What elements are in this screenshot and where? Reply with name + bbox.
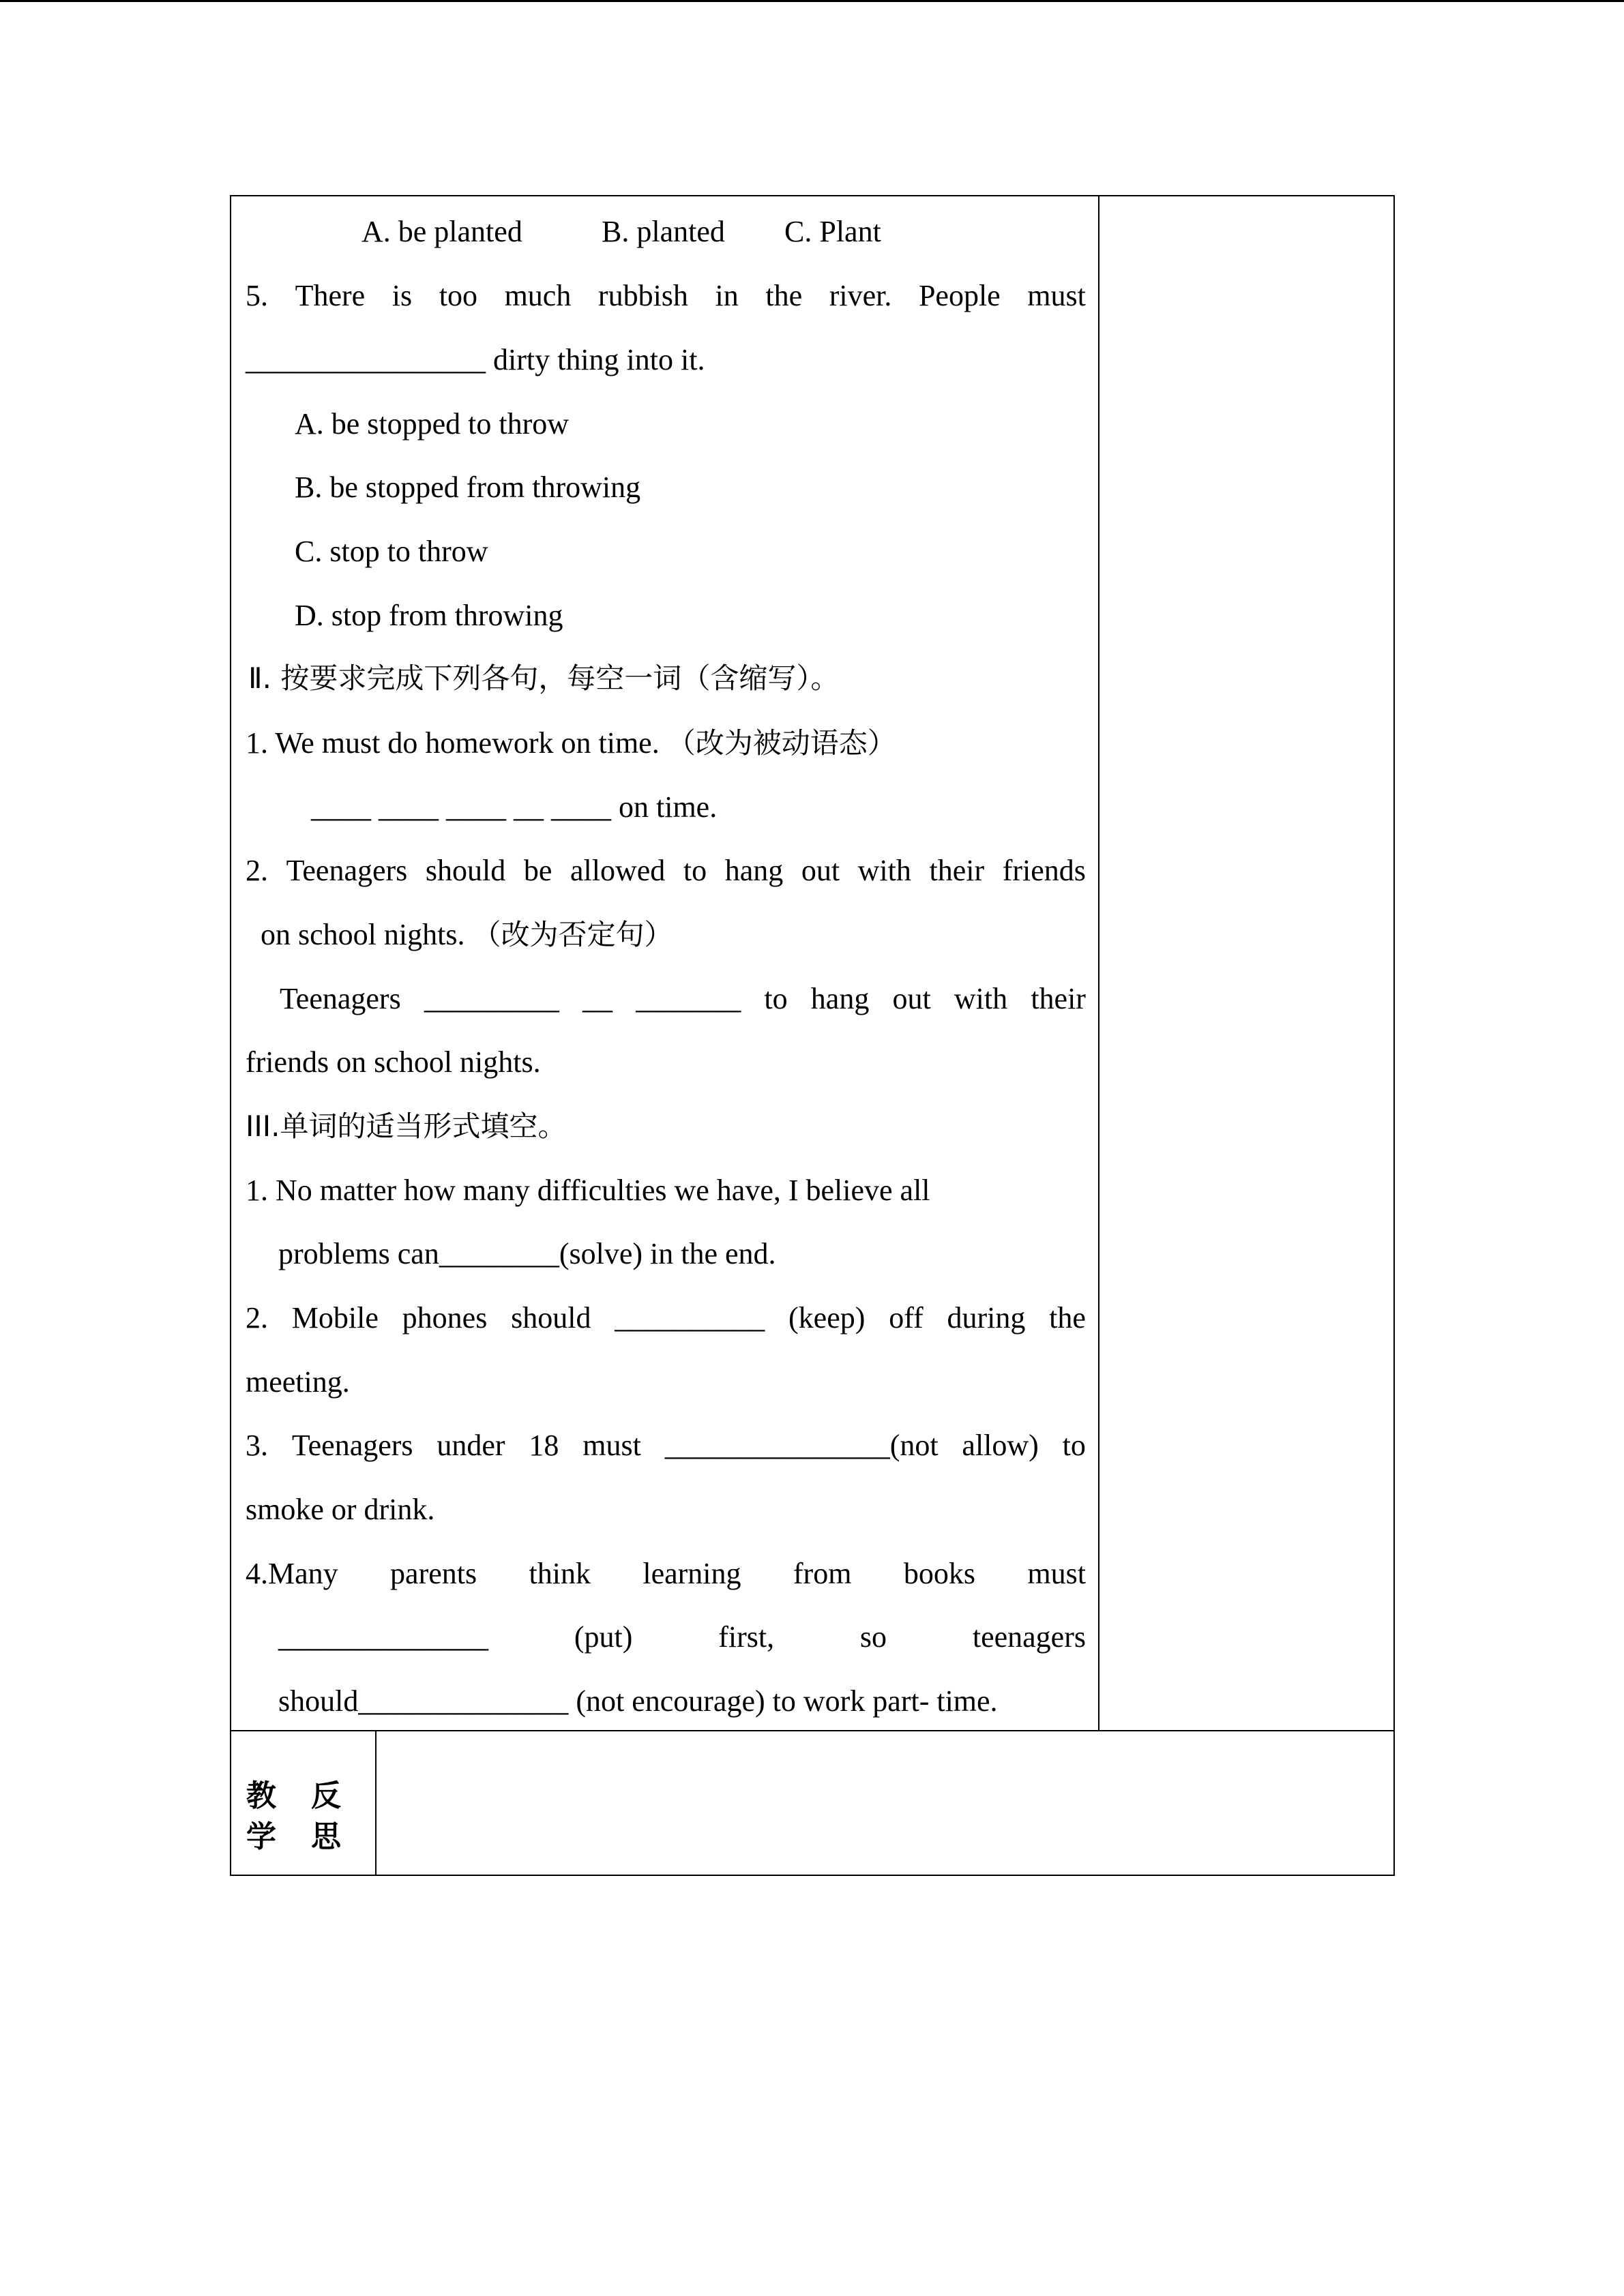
s3-q3-line2: smoke or drink.: [246, 1493, 435, 1526]
word: out: [892, 982, 931, 1015]
side-column-divider: [1098, 195, 1099, 1731]
word: 5.: [246, 279, 268, 312]
word: to: [1062, 1429, 1086, 1462]
word: friends: [1002, 854, 1086, 887]
word: should: [425, 854, 506, 887]
word: out: [801, 854, 840, 887]
word: must: [582, 1429, 641, 1462]
q4-option-c: C. Plant: [784, 215, 881, 248]
word: books: [903, 1557, 975, 1590]
word: _________: [424, 982, 559, 1015]
s2-q1-text: 1. We must do homework on time.: [246, 726, 660, 760]
word: __: [582, 982, 613, 1015]
q5-stem-line2: ________________ dirty thing into it.: [246, 343, 705, 376]
word: must: [1027, 279, 1086, 312]
q5-stem-line1: [246, 281, 1086, 311]
q5-option-c: C. stop to throw: [295, 535, 488, 568]
word: ______________: [278, 1620, 488, 1654]
s3-q3-line1: [246, 1431, 1086, 1461]
word: their: [1031, 982, 1086, 1015]
q4-option-a: A. be planted: [361, 215, 522, 248]
word: allow): [962, 1429, 1039, 1462]
section-3-heading: [246, 1109, 567, 1143]
word: their: [929, 854, 985, 887]
s2-q2-answer-line: [280, 984, 1086, 1014]
word: much: [504, 279, 572, 312]
word: off: [889, 1301, 924, 1335]
s2-q2-line1: [246, 856, 1086, 886]
q4-option-b: B. planted: [602, 215, 725, 248]
word: under: [437, 1429, 505, 1462]
word: _______: [636, 982, 741, 1015]
word: to: [683, 854, 707, 887]
word: __________: [615, 1301, 765, 1335]
word: think: [529, 1557, 591, 1590]
s3-q4-line3: should______________ (not encourage) to work part- time.: [278, 1684, 998, 1718]
word: during: [947, 1301, 1026, 1335]
s3-q1-line2: problems can________(solve) in the end.: [278, 1237, 776, 1270]
teaching-reflection-entry[interactable]: [378, 1733, 1393, 1874]
word: teenagers: [972, 1620, 1086, 1654]
word: Teenagers: [291, 1429, 413, 1462]
s3-q4-line2: [278, 1622, 1086, 1652]
word: (keep): [788, 1301, 866, 1335]
q5-option-d: D. stop from throwing: [295, 599, 563, 632]
word: be: [523, 854, 552, 887]
q5-option-a: A. be stopped to throw: [295, 407, 570, 441]
word: allowed: [570, 854, 666, 887]
word: from: [793, 1557, 852, 1590]
word: There: [295, 279, 366, 312]
word: 18: [529, 1429, 559, 1462]
section-3-heading-text: III.单词的适当形式填空。: [246, 1109, 567, 1143]
word: the: [1049, 1301, 1086, 1335]
word: river.: [829, 279, 892, 312]
s2-q1-answer-line: ____ ____ ____ __ ____ on time.: [311, 790, 718, 824]
word: first,: [718, 1620, 775, 1654]
s2-q2-line4: friends on school nights.: [246, 1045, 541, 1079]
s2-q2-line2: [261, 920, 673, 950]
s2-q1-instruction: （改为被动语态）: [666, 726, 896, 760]
word: to: [764, 982, 788, 1015]
word: too: [439, 279, 477, 312]
word: hang: [810, 982, 870, 1015]
word: the: [765, 279, 803, 312]
page-top-rule: [0, 0, 1624, 2]
word: _______________(not: [664, 1429, 939, 1462]
s2-q2-text: on school nights.: [261, 918, 465, 951]
label-char: 教: [246, 1778, 276, 1813]
word: rubbish: [597, 279, 688, 312]
word: hang: [724, 854, 784, 887]
s3-q1-line1: 1. No matter how many difficulties we have, I believe all: [246, 1174, 930, 1207]
word: 4.Many: [246, 1557, 338, 1590]
word: People: [918, 279, 1001, 312]
word: in: [715, 279, 739, 312]
word: is: [392, 279, 413, 312]
word: must: [1027, 1557, 1086, 1590]
label-char: 思: [311, 1819, 341, 1854]
word: Mobile: [291, 1301, 379, 1335]
word: Teenagers: [286, 854, 408, 887]
word: parents: [390, 1557, 477, 1590]
q5-option-b: B. be stopped from throwing: [295, 471, 641, 504]
word: 3.: [246, 1429, 268, 1462]
word: Teenagers: [280, 982, 401, 1015]
word: 2.: [246, 1301, 268, 1335]
word: with: [857, 854, 911, 887]
word: phones: [402, 1301, 488, 1335]
reflection-row-divider: [230, 1730, 1395, 1731]
word: learning: [643, 1557, 741, 1590]
word: so: [859, 1620, 887, 1654]
word: with: [954, 982, 1008, 1015]
word: 2.: [246, 854, 268, 887]
s3-q2-line2: meeting.: [246, 1365, 350, 1399]
label-char: 反: [311, 1778, 341, 1813]
s3-q2-line1: [246, 1303, 1086, 1333]
word: should: [511, 1301, 591, 1335]
s2-q1-sentence: [246, 728, 896, 758]
section-2-heading: Ⅱ. 按要求完成下列各句，每空一词（含缩写）。: [248, 661, 840, 695]
s2-q2-instruction: （改为否定句）: [472, 918, 673, 951]
s3-q4-line1: [246, 1559, 1086, 1589]
label-char: 学: [246, 1819, 276, 1854]
reflection-label-divider: [375, 1730, 377, 1876]
word: (put): [574, 1620, 633, 1654]
